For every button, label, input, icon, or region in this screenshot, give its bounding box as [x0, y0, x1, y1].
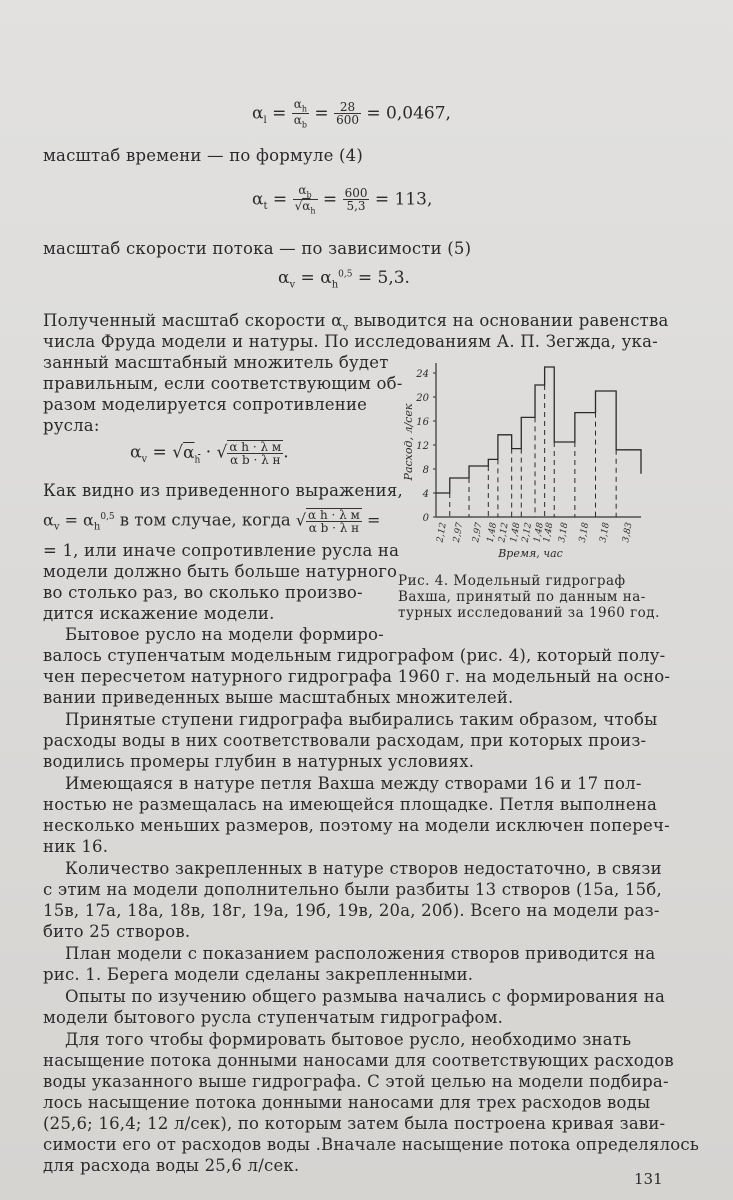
text-line: 15в, 17а, 18а, 18в, 18г, 19а, 19б, 19в, 20а, 20б). Всего на модели раз-: [43, 901, 660, 920]
text-line: лось насыщение потока донными наносами для трех расходов воды: [43, 1093, 651, 1112]
formula-resistance: $\alpha_v = √\alpha_h$ · √ $\frac{\text{α h · λ м}}{\text{α b · λ н}}$ .: [130, 440, 289, 467]
formula-time-scale: $\alpha_t$ = $\frac{\alpha_b}{√\alpha_h}$ = $\frac{600}{5,3}$ = 113,: [252, 183, 433, 216]
hydrograph-step-line: [436, 367, 641, 493]
x-tick-label: 3,18: [557, 521, 571, 544]
text-line: План модели с показанием расположения створов приводится на: [65, 944, 656, 963]
text-line: модели должно быть больше натурного: [43, 562, 398, 581]
text-line: с этим на модели дополнительно были разбиты 13 створов (15а, 15б,: [43, 880, 662, 899]
figure-caption-line: Рис. 4. Модельный гидрограф: [398, 573, 626, 589]
formula-condition: $\alpha_v = \alpha_h^{0,5}$ в том случае, когда √ $\frac{\text{α h · λ м}}{\text{α b · λ н}}$ =: [43, 508, 381, 535]
y-tick-label: 20: [416, 393, 429, 404]
text-line: симости его от расходов воды .Вначале насыщение потока определялось: [43, 1135, 700, 1154]
text-line: Принятые ступени гидрографа выбирались таким образом, чтобы: [65, 710, 658, 729]
text-line: рис. 1. Берега модели сделаны закрепленными.: [43, 965, 474, 984]
x-tick-label: 2,12: [497, 521, 511, 544]
x-tick-label: 1,48: [509, 521, 523, 544]
text-line: занный масштабный множитель будет: [43, 353, 389, 372]
text-line: во столько раз, во сколько произво-: [43, 583, 363, 602]
text-line: бито 25 створов.: [43, 922, 191, 941]
x-tick-label: 1,48: [542, 521, 556, 544]
text-line: дится искажение модели.: [43, 604, 275, 623]
text-line: масштаб времени — по формуле (4): [43, 146, 363, 165]
text-line: Как видно из приведенного выражения,: [43, 481, 403, 500]
text-line: Полученный масштаб скорости $\alpha_v$ выводится на основании равенства: [43, 311, 669, 334]
y-tick-label: 16: [416, 417, 429, 428]
text-line: масштаб скорости потока — по зависимости (5): [43, 239, 472, 258]
text-line: правильным, если соответствующим об-: [43, 374, 403, 393]
text-line: модели бытового русла ступенчатым гидрографом.: [43, 1008, 504, 1027]
text-line: чен пересчетом натурного гидрографа 1960 г. на модельный на осно-: [43, 667, 671, 686]
y-tick-label: 4: [422, 489, 429, 500]
page-number: 131: [634, 1170, 663, 1188]
x-tick-label: 2,12: [520, 521, 535, 544]
text-line: валось ступенчатым модельным гидрографом (рис. 4), который полу-: [43, 646, 666, 665]
text-line: расходы воды в них соответствовали расходам, при которых произ-: [43, 731, 647, 750]
x-tick-label: 2,97: [452, 521, 466, 544]
y-tick-label: 8: [422, 465, 429, 476]
text-line: = 1, или иначе сопротивление русла на: [43, 541, 400, 560]
x-tick-label: 2,12: [435, 521, 449, 544]
text-line: (25,6; 16,4; 12 л/сек), по которым затем была построена кривая зави-: [43, 1114, 666, 1133]
text-line: русла:: [43, 416, 100, 435]
text-line: воды указанного выше гидрографа. С этой целью на модели подбира-: [43, 1072, 669, 1091]
text-line: для расхода воды 25,6 л/сек.: [43, 1156, 300, 1175]
y-axis-label: Расход, л/сек: [402, 403, 415, 481]
text-line: числа Фруда модели и натуры. По исследованиям А. П. Зегжда, ука-: [43, 332, 658, 351]
text-line: водились промеры глубин в натурных условиях.: [43, 752, 475, 771]
x-tick-label: 3,18: [598, 521, 612, 544]
text-line: вании приведенных выше масштабных множителей.: [43, 688, 514, 707]
y-tick-label: 0: [422, 513, 429, 524]
text-line: ник 16.: [43, 837, 109, 856]
y-tick-label: 24: [416, 369, 429, 380]
hydrograph-chart: [398, 355, 660, 570]
x-tick-label: 2,97: [471, 521, 485, 544]
figure-caption-line: турных исследований за 1960 год.: [398, 605, 660, 621]
text-line: Для того чтобы формировать бытовое русло, необходимо знать: [65, 1030, 632, 1049]
text-line: Опыты по изучению общего размыва начались с формирования на: [65, 987, 666, 1006]
text-line: Количество закрепленных в натуре створов недостаточно, в связи: [65, 859, 662, 878]
formula-velocity-scale: $\alpha_v = \alpha_h^{0,5} = 5,3$.: [278, 268, 410, 291]
x-axis-label: Время, час: [498, 547, 563, 560]
text-line: Бытовое русло на модели формиро-: [65, 625, 384, 644]
formula-length-scale: $\alpha_l$ = $\frac{\alpha_h}{\alpha_b}$ = $\frac{28}{600}$ = 0,0467,: [252, 97, 451, 130]
y-tick-label: 12: [416, 441, 429, 452]
x-tick-label: 1,48: [532, 521, 546, 544]
figure-caption-line: Вахша, принятый по данным на-: [398, 589, 646, 605]
x-tick-label: 3,18: [577, 521, 592, 544]
text-line: ностью не размещалась на имеющейся площадке. Петля выполнена: [43, 795, 658, 814]
x-tick-label: 3,83: [621, 521, 635, 544]
x-tick-label: 1,48: [485, 521, 500, 544]
text-line: насыщение потока донными наносами для соответствующих расходов: [43, 1051, 674, 1070]
text-line: несколько меньших размеров, поэтому на модели исключен попереч-: [43, 816, 670, 835]
text-line: Имеющаяся в натуре петля Вахша между створами 16 и 17 пол-: [65, 774, 642, 793]
text-line: разом моделируется сопротивление: [43, 395, 368, 414]
